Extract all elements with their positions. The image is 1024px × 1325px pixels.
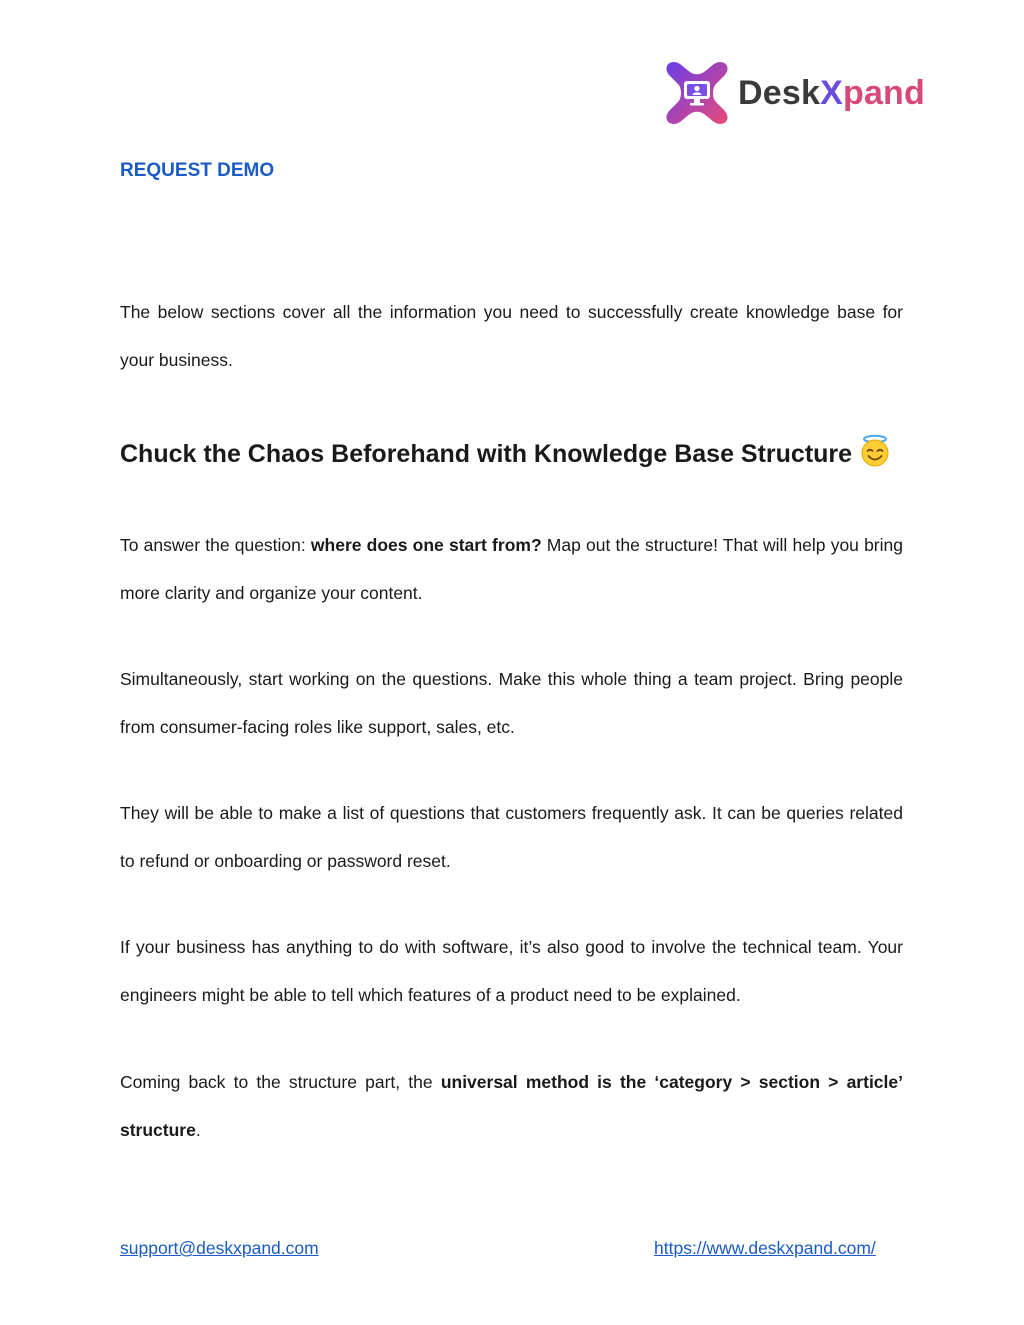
p5-text-before: Coming back to the structure part, the [120, 1072, 441, 1092]
paragraph-technical-team: If your business has anything to do with software, it’s also good to involve the technical team. Your engineers might be able to tell which features of a product need to be explained. [120, 937, 903, 1005]
paragraph-structure [120, 521, 903, 617]
paragraph-team-project: Simultaneously, start working on the questions. Make this whole thing a team project. Bring people from consumer-facing roles like support, sales, etc. [120, 669, 903, 737]
request-demo-link[interactable]: REQUEST DEMO [120, 160, 275, 181]
section-heading-text: Chuck the Chaos Beforehand with Knowledge Base Structure [120, 440, 853, 468]
website-link[interactable]: https://www.deskxpand.com/ [654, 1238, 876, 1258]
deskxpand-logo [664, 60, 925, 126]
section-heading [120, 434, 903, 472]
p1-text-before: To answer the question: [120, 535, 311, 555]
p1-bold-question: where does one start from? [310, 535, 542, 555]
p1-text-after: Map out the structure! That will help you bring more clarity and organize your content. [120, 535, 903, 603]
logo-text-pand: pand [842, 74, 925, 112]
paragraph-universal-method [120, 1058, 903, 1154]
deskxpand-logo-icon [664, 60, 730, 126]
p5-text-after: . [195, 1120, 201, 1140]
support-email-link[interactable]: support@deskxpand.com [120, 1238, 319, 1258]
logo-text-desk: Desk [738, 74, 821, 112]
logo-text-x: X [820, 74, 843, 112]
smiling-face-with-halo-icon [858, 434, 892, 468]
p5-bold-method: universal method is the ‘category > section > article’ structure [120, 1072, 903, 1140]
intro-paragraph: The below sections cover all the information you need to successfully create knowledge base for your business. [120, 302, 903, 370]
logo-wordmark [738, 76, 925, 110]
paragraph-questions-list: They will be able to make a list of questions that customers frequently ask. It can be queries related to refund or onboarding or password reset. [120, 803, 903, 871]
